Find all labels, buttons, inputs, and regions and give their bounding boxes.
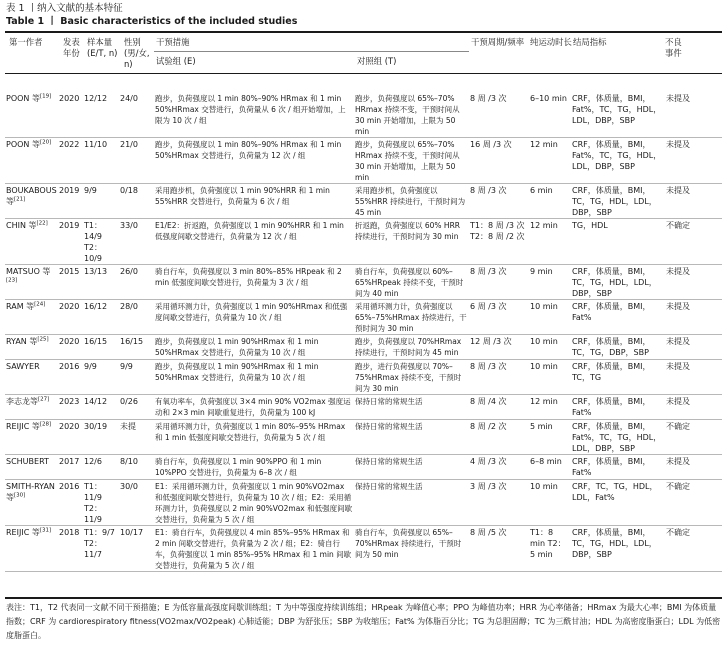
cell-outcome: CRF，体质量，BMI，Fat%，TC，TG，HDL，LDL，DBP，SBP bbox=[571, 92, 665, 138]
cell-author: REIJIC 等[28] bbox=[5, 420, 58, 455]
cell-duration: 12 min bbox=[529, 395, 571, 420]
cell-sample: 30/19 bbox=[83, 420, 119, 455]
cell-sample: T1：11/9 T2：11/9 bbox=[83, 480, 119, 526]
cell-adverse: 不确定 bbox=[665, 526, 722, 572]
cell-duration: 10 min bbox=[529, 480, 571, 526]
cell-sample: 9/9 bbox=[83, 360, 119, 395]
header-sex: 性别(男/女, n) bbox=[124, 37, 150, 69]
cell-outcome: CRF，TC，TG，HDL，LDL，Fat% bbox=[571, 480, 665, 526]
cell-period: T1：8 周 /3 次 T2：8 周 /2 次 bbox=[469, 219, 529, 265]
cell-year: 2019 bbox=[58, 184, 83, 219]
reference-mark: [19] bbox=[39, 93, 52, 100]
cell-author: SMITH-RYAN 等[30] bbox=[5, 480, 58, 526]
cell-author: RAM 等[24] bbox=[5, 300, 58, 335]
reference-mark: [24] bbox=[34, 301, 46, 308]
cell-sex: 8/10 bbox=[119, 455, 154, 480]
cell-ctrl: 跑步，进行负荷强度以 70%–75%HRmax 持续不变，干预时间为 30 min bbox=[354, 360, 469, 395]
cell-year: 2016 bbox=[58, 480, 83, 526]
header-outcome: 结局指标 bbox=[573, 37, 607, 47]
cell-period: 8 周 /3 次 bbox=[469, 92, 529, 138]
cell-duration: 9 min bbox=[529, 265, 571, 300]
cell-author: CHIN 等[22] bbox=[5, 219, 58, 265]
cell-exp: E1：骑自行车，负荷强度以 4 min 85%–95% HRmax 和 2 min 间歇交替进行，负荷量为 2 次 / 组；E2：骑自行车，负荷强度以 1 min 85%–95% HRmax 和 1 min 间歇交替进行，负荷量为 5 次 / 组 bbox=[154, 526, 354, 572]
cell-exp: 采用跑步机，负荷强度以 1 min 90%HRR 和 1 min 55%HRR 交替进行，负荷量为 6 次 / 组 bbox=[154, 184, 354, 219]
cell-sample: 11/10 bbox=[83, 138, 119, 184]
table-row bbox=[5, 335, 722, 360]
cell-ctrl: 保持日常的常规生活 bbox=[354, 420, 469, 455]
cell-exp: 跑步，负荷强度以 1 min 80%–90% HRmax 和 1 min 50%HRmax 交替进行，负荷量从 6 次 / 组开始增加，上限为 10 次 / 组 bbox=[154, 92, 354, 138]
reference-mark: [25] bbox=[37, 336, 49, 343]
reference-mark: [23] bbox=[6, 277, 18, 284]
reference-mark: [28] bbox=[39, 421, 52, 428]
cell-author: REIJIC 等[31] bbox=[5, 526, 58, 572]
cell-period: 8 周 /5 次 bbox=[469, 526, 529, 572]
cell-year: 2020 bbox=[58, 335, 83, 360]
cell-period: 3 周 /3 次 bbox=[469, 480, 529, 526]
cell-sample: 13/13 bbox=[83, 265, 119, 300]
cell-author: POON 等[20] bbox=[5, 138, 58, 184]
cell-outcome: CRF，体质量，BMI，Fat%，TC，TG，HDL，LDL，DBP，SBP bbox=[571, 138, 665, 184]
header-exp: 试验组 (E) bbox=[156, 56, 196, 66]
cell-exp: 跑步，负荷强度以 1 min 80%–90% HRmax 和 1 min 50%HRmax 交替进行，负荷量为 12 次 / 组 bbox=[154, 138, 354, 184]
cell-period: 16 周 /3 次 bbox=[469, 138, 529, 184]
reference-mark: [20] bbox=[39, 139, 52, 146]
cell-sex: 28/0 bbox=[119, 300, 154, 335]
cell-duration: 10 min bbox=[529, 360, 571, 395]
cell-adverse: 不确定 bbox=[665, 420, 722, 455]
cell-duration: 6–10 min bbox=[529, 92, 571, 138]
header-sample: 样本量(E/T, n) bbox=[87, 37, 118, 58]
cell-sex: 33/0 bbox=[119, 219, 154, 265]
table-row bbox=[5, 360, 722, 395]
cell-year: 2020 bbox=[58, 92, 83, 138]
cell-sex: 30/0 bbox=[119, 480, 154, 526]
cell-year: 2017 bbox=[58, 455, 83, 480]
cell-author: MATSUO 等[23] bbox=[5, 265, 58, 300]
cell-author: 李志龙等[27] bbox=[5, 395, 58, 420]
cell-author: SAWYER bbox=[5, 360, 58, 395]
table-row bbox=[5, 138, 722, 184]
cell-sample: T1：14/9 T2：10/9 bbox=[83, 219, 119, 265]
cell-sample: T1：9/7 T2：11/7 bbox=[83, 526, 119, 572]
cell-duration: 6 min bbox=[529, 184, 571, 219]
cell-exp: 跑步，负荷强度以 1 min 90%HRmax 和 1 min 50%HRmax 交替进行，负荷量为 10 次 / 组 bbox=[154, 335, 354, 360]
cell-exp: 骑自行车，负荷强度以 1 min 90%PPO 和 1 min 10%PPO 交替进行，负荷量为 6–8 次 / 组 bbox=[154, 455, 354, 480]
cell-duration: 6–8 min bbox=[529, 455, 571, 480]
cell-sample: 12/12 bbox=[83, 92, 119, 138]
cell-sample: 16/15 bbox=[83, 335, 119, 360]
cell-ctrl: 跑步，负荷强度以 65%–70% HRmax 持续不变，干预时间从 30 min 开始增加，上限为 50 min bbox=[354, 92, 469, 138]
cell-period: 8 周 /3 次 bbox=[469, 184, 529, 219]
cell-duration: 5 min bbox=[529, 420, 571, 455]
table-row bbox=[5, 219, 722, 265]
table-row bbox=[5, 300, 722, 335]
cell-sex: 21/0 bbox=[119, 138, 154, 184]
cell-year: 2020 bbox=[58, 300, 83, 335]
cell-outcome: CRF，体质量，BMI，Fat% bbox=[571, 455, 665, 480]
header-period: 干预周期/频率 bbox=[471, 37, 525, 47]
cell-duration: 12 min bbox=[529, 138, 571, 184]
cell-ctrl: 采用跑步机，负荷强度以 55%HRR 持续进行，干预时间为 45 min bbox=[354, 184, 469, 219]
reference-mark: [31] bbox=[39, 527, 52, 534]
cell-year: 2018 bbox=[58, 526, 83, 572]
cell-sex: 26/0 bbox=[119, 265, 154, 300]
cell-ctrl: 保持日常的常规生活 bbox=[354, 395, 469, 420]
intervention-subrule bbox=[154, 51, 469, 52]
cell-ctrl: 跑步，负荷强度以 70%HRmax 持续进行，干预时间为 45 min bbox=[354, 335, 469, 360]
cell-exp: E1/E2：折返跑，负荷强度以 1 min 90%HRR 和 1 min 低强度间歇交替进行，负荷量为 12 次 / 组 bbox=[154, 219, 354, 265]
cell-sample: 12/6 bbox=[83, 455, 119, 480]
cell-year: 2015 bbox=[58, 265, 83, 300]
cell-ctrl: 保持日常的常规生活 bbox=[354, 455, 469, 480]
cell-duration: 10 min bbox=[529, 300, 571, 335]
cell-period: 12 周 /3 次 bbox=[469, 335, 529, 360]
cell-exp: E1：采用循环测力计，负荷强度以 1 min 90%VO2max 和低强度间歇交替进行，负荷量为 10 次 / 组；E2：采用循环测力计，负荷强度以 2 min 90%VO2max 和低强度间歇交替进行，负荷量为 5 次 / 组 bbox=[154, 480, 354, 526]
cell-adverse: 未提及 bbox=[665, 395, 722, 420]
cell-sex: 10/17 bbox=[119, 526, 154, 572]
cell-period: 8 周 /4 次 bbox=[469, 395, 529, 420]
cell-ctrl: 保持日常的常规生活 bbox=[354, 480, 469, 526]
cell-adverse: 未提及 bbox=[665, 265, 722, 300]
table-caption-cn: 表 1 丨纳入文献的基本特征 bbox=[6, 3, 123, 14]
cell-sex: 0/26 bbox=[119, 395, 154, 420]
cell-adverse: 未提及 bbox=[665, 92, 722, 138]
cell-sex: 16/15 bbox=[119, 335, 154, 360]
table-row bbox=[5, 92, 722, 138]
cell-adverse: 不确定 bbox=[665, 480, 722, 526]
cell-sex: 未提 bbox=[119, 420, 154, 455]
reference-mark: [27] bbox=[38, 396, 50, 403]
cell-period: 6 周 /3 次 bbox=[469, 300, 529, 335]
cell-outcome: CRF，体质量，BMI，TC，TG bbox=[571, 360, 665, 395]
cell-outcome: CRF，体质量，BMI，TC，TG，HDL，LDL，DBP，SBP bbox=[571, 265, 665, 300]
cell-duration: 12 min bbox=[529, 219, 571, 265]
cell-adverse: 未提及 bbox=[665, 184, 722, 219]
cell-outcome: CRF，体质量，BMI，TC，TG，HDL，LDL，DBP，SBP bbox=[571, 526, 665, 572]
cell-adverse: 未提及 bbox=[665, 455, 722, 480]
cell-ctrl: 采用循环测力计，负荷强度以 65%–75%HRmax 持续进行，干预时间为 30 min bbox=[354, 300, 469, 335]
cell-outcome: TG，HDL bbox=[571, 219, 665, 265]
cell-period: 8 周 /3 次 bbox=[469, 360, 529, 395]
header-duration: 纯运动时长 bbox=[530, 37, 572, 47]
table-row bbox=[5, 420, 722, 455]
characteristics-table bbox=[5, 92, 722, 572]
table-row bbox=[5, 455, 722, 480]
cell-sample: 14/12 bbox=[83, 395, 119, 420]
cell-ctrl: 骑自行车，负荷强度以 60%–65%HRpeak 持续不变，干预时间为 40 min bbox=[354, 265, 469, 300]
reference-mark: [21] bbox=[14, 196, 26, 203]
cell-year: 2019 bbox=[58, 219, 83, 265]
cell-author: SCHUBERT bbox=[5, 455, 58, 480]
cell-duration: 10 min bbox=[529, 335, 571, 360]
cell-sex: 0/18 bbox=[119, 184, 154, 219]
cell-sample: 9/9 bbox=[83, 184, 119, 219]
cell-outcome: CRF，体质量，BMI，Fat%，TC，TG，HDL，LDL，DBP，SBP bbox=[571, 420, 665, 455]
table-row bbox=[5, 395, 722, 420]
cell-period: 4 周 /3 次 bbox=[469, 455, 529, 480]
cell-exp: 有氧功率车，负荷强度以 3×4 min 90% VO2max 强度运动和 2×3 min 间歇重复进行，负荷量为 100 kJ bbox=[154, 395, 354, 420]
cell-sex: 9/9 bbox=[119, 360, 154, 395]
cell-adverse: 未提及 bbox=[665, 335, 722, 360]
cell-sex: 24/0 bbox=[119, 92, 154, 138]
table-row bbox=[5, 184, 722, 219]
header-year: 发表年份 bbox=[63, 37, 80, 58]
bottom-rule bbox=[5, 597, 722, 599]
cell-outcome: CRF，体质量，BMI，Fat% bbox=[571, 395, 665, 420]
header-adverse: 不良事件 bbox=[665, 37, 682, 58]
cell-adverse: 未提及 bbox=[665, 138, 722, 184]
table-note: 表注：T1，T2 代表同一文献不同干预措施；E 为低容量高强度间歇训练组；T 为中等强度持续训练组；HRpeak 为峰值心率；PPO 为峰值功率；HRR 为心率储备；HRmax 为最大心率；BMI 为体质量指数；CRF 为 cardiorespiratory fitness(VO2max/VO2peak) 心肺适能；DBP 为舒张压；SBP 为收缩压；Fat% 为体脂百分比；TG 为总胆固醇；TC 为三酰甘油；HDL 为高密度脂蛋白；LDL 为低密度脂蛋白。 bbox=[6, 603, 721, 640]
cell-outcome: CRF，体质量，BMI，TC，TG，HDL，LDL，DBP，SBP bbox=[571, 184, 665, 219]
cell-duration: T1：8 min T2：5 min bbox=[529, 526, 571, 572]
header-author: 第一作者 bbox=[9, 37, 43, 47]
cell-exp: 采用循环测力计，负荷强度以 1 min 80%–95% HRmax 和 1 min 低强度间歇交替进行，负荷量为 5 次 / 组 bbox=[154, 420, 354, 455]
cell-ctrl: 折返跑，负荷强度以 60% HRR 持续进行，干预时间为 30 min bbox=[354, 219, 469, 265]
cell-exp: 跑步，负荷强度以 1 min 90%HRmax 和 1 min 50%HRmax 交替进行，负荷量为 10 次 / 组 bbox=[154, 360, 354, 395]
header-intervention: 干预措施 bbox=[156, 37, 190, 47]
cell-author: POON 等[19] bbox=[5, 92, 58, 138]
cell-year: 2016 bbox=[58, 360, 83, 395]
cell-period: 8 周 /2 次 bbox=[469, 420, 529, 455]
table-row bbox=[5, 265, 722, 300]
cell-ctrl: 跑步，负荷强度以 65%–70% HRmax 持续不变，干预时间从 30 min 开始增加，上限为 50 min bbox=[354, 138, 469, 184]
table-caption-en: Table 1 丨 Basic characteristics of the included studies bbox=[6, 16, 298, 27]
cell-exp: 骑自行车，负荷强度以 3 min 80%–85% HRpeak 和 2 min 低强度间歇交替进行，负荷量为 3 次 / 组 bbox=[154, 265, 354, 300]
cell-author: BOUKABOUS 等[21] bbox=[5, 184, 58, 219]
cell-adverse: 不确定 bbox=[665, 219, 722, 265]
cell-ctrl: 骑自行车，负荷强度以 65%–70%HRmax 持续进行，干预时间为 50 min bbox=[354, 526, 469, 572]
reference-mark: [22] bbox=[36, 220, 48, 227]
cell-author: RYAN 等[25] bbox=[5, 335, 58, 360]
cell-year: 2020 bbox=[58, 420, 83, 455]
table-row bbox=[5, 480, 722, 526]
top-rule bbox=[5, 31, 722, 33]
reference-mark: [30] bbox=[14, 492, 26, 499]
cell-adverse: 未提及 bbox=[665, 300, 722, 335]
header-ctrl: 对照组 (T) bbox=[357, 56, 397, 66]
cell-year: 2022 bbox=[58, 138, 83, 184]
cell-sample: 16/12 bbox=[83, 300, 119, 335]
cell-year: 2023 bbox=[58, 395, 83, 420]
cell-outcome: CRF，体质量，BMI，TC，TG，DBP，SBP bbox=[571, 335, 665, 360]
cell-period: 8 周 /3 次 bbox=[469, 265, 529, 300]
header-bottom-rule bbox=[5, 73, 722, 74]
cell-exp: 采用循环测力计，负荷强度以 1 min 90%HRmax 和低强度间歇交替进行，负荷量为 10 次 / 组 bbox=[154, 300, 354, 335]
table-row bbox=[5, 526, 722, 572]
cell-outcome: CRF，体质量，BMI，Fat% bbox=[571, 300, 665, 335]
cell-adverse: 未提及 bbox=[665, 360, 722, 395]
